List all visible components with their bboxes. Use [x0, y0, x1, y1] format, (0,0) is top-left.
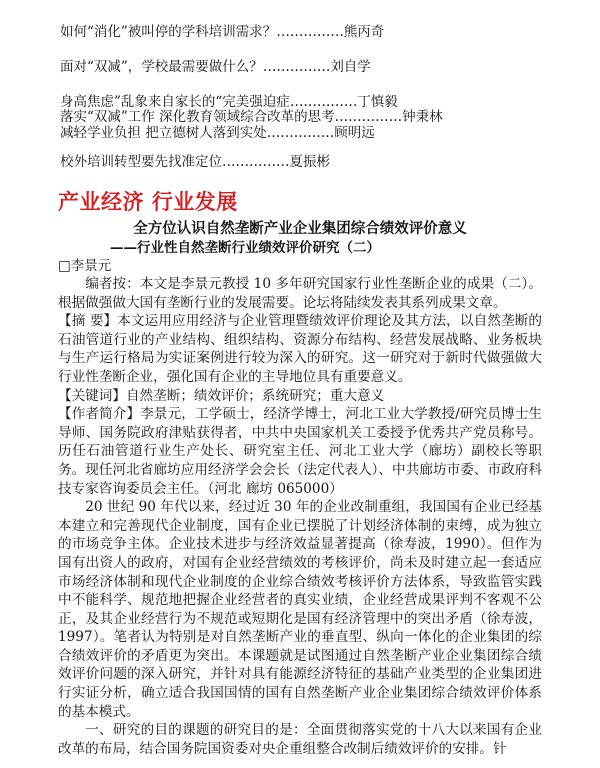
toc-entry	[60, 58, 560, 76]
toc-title: 面对“双减”，学校最需要做什么？	[60, 59, 263, 75]
toc-entry	[60, 124, 560, 142]
author-intro-label: 【作者简介】	[58, 406, 141, 423]
editor-note: 编者按：本文是李景元教授 10 多年研究国家行业性垄断企业的成果（二）。根据做强做大国有垄断行业的发展需要。论坛将陆续发表其系列成果文章。	[58, 276, 542, 311]
toc-leader: ……………	[262, 59, 331, 75]
article-body	[58, 275, 542, 758]
keywords-label: 【关键词】	[58, 387, 126, 404]
toc-author: 刘自学	[330, 59, 371, 75]
toc-leader: ……………	[276, 24, 344, 40]
toc-author: 夏振彬	[289, 154, 330, 170]
abstract-text: 本文运用应用经济与企业管理暨绩效评价理论及其方法，以自然垄断的石油管道行业的产业结构、组织结构、资源分布结构、经营发展战略、业务板块与生产运行格局为实证案例进行较为深入的研究。这一研究对于新时代做强做大行业性垄断企业，强化国有企业的主导地位具有重要意义。	[58, 313, 543, 385]
keywords-text: 自然垄断；绩效评价；系统研究；重大意义	[125, 387, 385, 404]
toc-title: 减轻学业负担 把立德树人落到实处	[60, 125, 267, 141]
toc-leader: ……………	[266, 125, 335, 141]
toc-title: 如何“消化”被叫停的学科培训需求？	[60, 24, 277, 40]
toc-author: 顾明远	[334, 125, 375, 141]
article-title: 全方位认识自然垄断产业企业集团综合绩效评价意义	[133, 220, 467, 237]
toc-title: 校外培训转型要先找准定位	[60, 154, 222, 170]
toc-entry	[60, 23, 560, 41]
toc-leader: ……………	[334, 109, 403, 125]
article-subtitle: ——行业性自然垄断行业绩效评价研究（二）	[110, 240, 380, 256]
toc-title: 身高焦虑”乱象来自家长的“完美强迫症	[60, 94, 290, 110]
section-title: 产业经济 行业发展	[58, 190, 238, 214]
body-paragraph: 一、研究的目的课题的研究目的是：全面贯彻落实党的十八大以来国有企业改革的布局，结合国务院国资委对央企重组整合改制后绩效评价的安排。针	[58, 722, 542, 757]
abstract	[58, 312, 542, 386]
author-byline: □李景元	[58, 258, 112, 274]
author-intro	[58, 405, 542, 498]
toc-title: 落实“双减”工作 深化教育领域综合改革的思考	[60, 109, 335, 125]
toc-leader: ……………	[289, 94, 358, 110]
toc-author: 熊丙奇	[343, 24, 385, 40]
toc-entry	[60, 153, 560, 171]
abstract-label: 【摘 要】	[58, 313, 118, 330]
toc-leader: ……………	[222, 154, 290, 170]
keywords	[58, 387, 542, 406]
toc-author: 钟秉林	[402, 109, 443, 125]
toc-author: 丁慎毅	[357, 94, 398, 110]
body-paragraph: 20 世纪 90 年代以来，经过近 30 年的企业改制重组，我国国有企业已经基本建立和完善现代企业制度，国有企业已摆脱了计划经济体制的束缚，成为独立的市场竞争主体。企业技术进步与经济效益显著提高（徐寿波，1990）。但作为国有出资人的政府，对国有企业经营绩效的考核评价，尚未及时建立起一套适应市场经济体制和现代企业制度的企业综合绩效考核评价方法体系，导致监管实践中不能科学、规范地把握企业经营者的真实业绩，企业经营成果评判不客观不公正，及其企业经营行为不规范或短期化是国有经济管理中的突出矛盾（徐寿波，1997）。笔者认为特别是对自然垄断产业的垂直型、纵向一体化的企业集团的综合绩效评价的矛盾更为突出。本课题就是试图通过自然垄断产业企业集团综合绩效评价问题的深入研究，并针对具有能源经济特征的基础产业类型的企业集团进行实证分析，确立适合我国国情的国有自然垄断产业企业集团综合绩效评价体系的基本模式。	[58, 499, 542, 720]
author-intro-text: 李景元，工学硕士，经济学博士，河北工业大学教授/研究员博士生导师、国务院政府津贴获得者，中共中央国家机关工委授予优秀共产党员称号。历任石油管道行业生产处长、研究室主任、河北工业大学（廊坊）副校长等职务。现任河北省廊坊应用经济学会会长（法定代表人）、中共廊坊市委、市政府科技专家咨询委员会主任。（河北 廊坊 065000）	[58, 406, 543, 497]
